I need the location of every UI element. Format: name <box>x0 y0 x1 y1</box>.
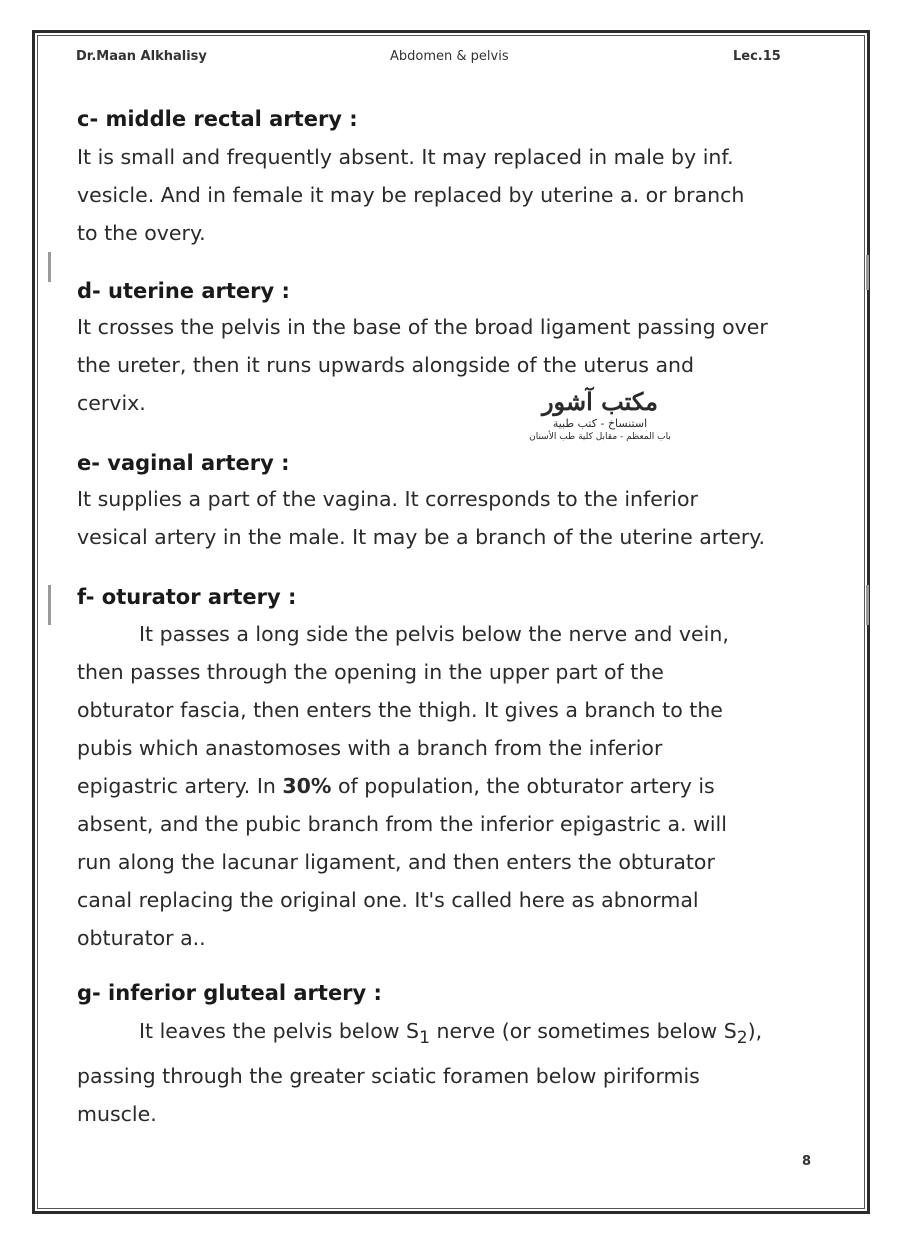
text-line: to the overy. <box>77 221 206 245</box>
text-line: canal replacing the original one. It's called here as abnormal <box>77 888 699 912</box>
text-line: obturator a.. <box>77 926 206 950</box>
section-title-obturator-artery: f- oturator artery : <box>77 585 297 609</box>
subscript: 1 <box>419 1028 430 1049</box>
stamp-title: مكتب آشور <box>541 387 659 416</box>
text-line: pubis which anastomoses with a branch from the inferior <box>77 736 663 760</box>
section-body-inferior-gluteal-artery <box>77 1012 817 1133</box>
header-author: Dr.Maan Alkhalisy <box>76 49 207 64</box>
text-line: It crosses the pelvis in the base of the broad ligament passing over <box>77 315 768 339</box>
scan-artifact-left-1 <box>48 252 51 282</box>
text-line: the ureter, then it runs upwards alongside of the uterus and <box>77 353 695 377</box>
subscript: 2 <box>736 1028 748 1049</box>
section-title-uterine-artery: d- uterine artery : <box>77 279 290 303</box>
stamp-address: باب المعظم - مقابل كلية طب الأسنان <box>529 432 671 442</box>
text-line: vesical artery in the male. It may be a branch of the uterine artery. <box>77 525 766 549</box>
page-number: 8 <box>802 1154 812 1169</box>
text-line: vesicle. And in female it may be replaced by uterine a. or branch <box>77 183 745 207</box>
text-run: ), <box>747 1019 763 1043</box>
text-line: It supplies a part of the vagina. It corresponds to the inferior <box>77 487 698 511</box>
text-line: passing through the greater sciatic foramen below piriformis <box>77 1064 700 1089</box>
header-course-title: Abdomen & pelvis <box>390 49 509 64</box>
text-line: muscle. <box>77 1102 157 1127</box>
section-body-vaginal-artery <box>77 480 817 556</box>
scan-artifact-right-2 <box>866 585 869 625</box>
text-run: It leaves the pelvis below S <box>139 1019 420 1043</box>
scan-artifact-right-1 <box>866 255 869 290</box>
text-run: nerve (or sometimes below S <box>429 1019 737 1043</box>
section-body-obturator-artery <box>77 615 817 957</box>
text-line-with-subscripts <box>77 1012 817 1057</box>
text-line: cervix. <box>77 391 146 415</box>
section-title-inferior-gluteal-artery: g- inferior gluteal artery : <box>77 981 382 1005</box>
section-body-uterine-artery <box>77 308 817 422</box>
percentage-highlight: 30% <box>282 774 332 798</box>
text-line: It passes a long side the pelvis below the nerve and vein, <box>139 622 729 646</box>
text-line: It is small and frequently absent. It may replaced in male by inf. <box>77 145 734 169</box>
header-lecture-number: Lec.15 <box>733 49 781 64</box>
text-line: obturator fascia, then enters the thigh. It gives a branch to the <box>77 698 723 722</box>
section-body-middle-rectal-artery <box>77 138 817 252</box>
text-run: epigastric artery. In <box>77 774 283 798</box>
text-line: run along the lacunar ligament, and then enters the obturator <box>77 850 715 874</box>
bookshop-stamp <box>500 388 700 443</box>
stamp-subtitle: استنساخ - كتب طبية <box>552 417 648 430</box>
text-line: absent, and the pubic branch from the inferior epigastric a. will <box>77 812 727 836</box>
section-title-vaginal-artery: e- vaginal artery : <box>77 451 290 475</box>
section-title-middle-rectal-artery: c- middle rectal artery : <box>77 107 358 131</box>
scan-artifact-left-2 <box>48 585 51 625</box>
text-line: then passes through the opening in the upper part of the <box>77 660 664 684</box>
text-run: of population, the obturator artery is <box>331 774 715 798</box>
text-line-with-highlight <box>77 767 817 805</box>
